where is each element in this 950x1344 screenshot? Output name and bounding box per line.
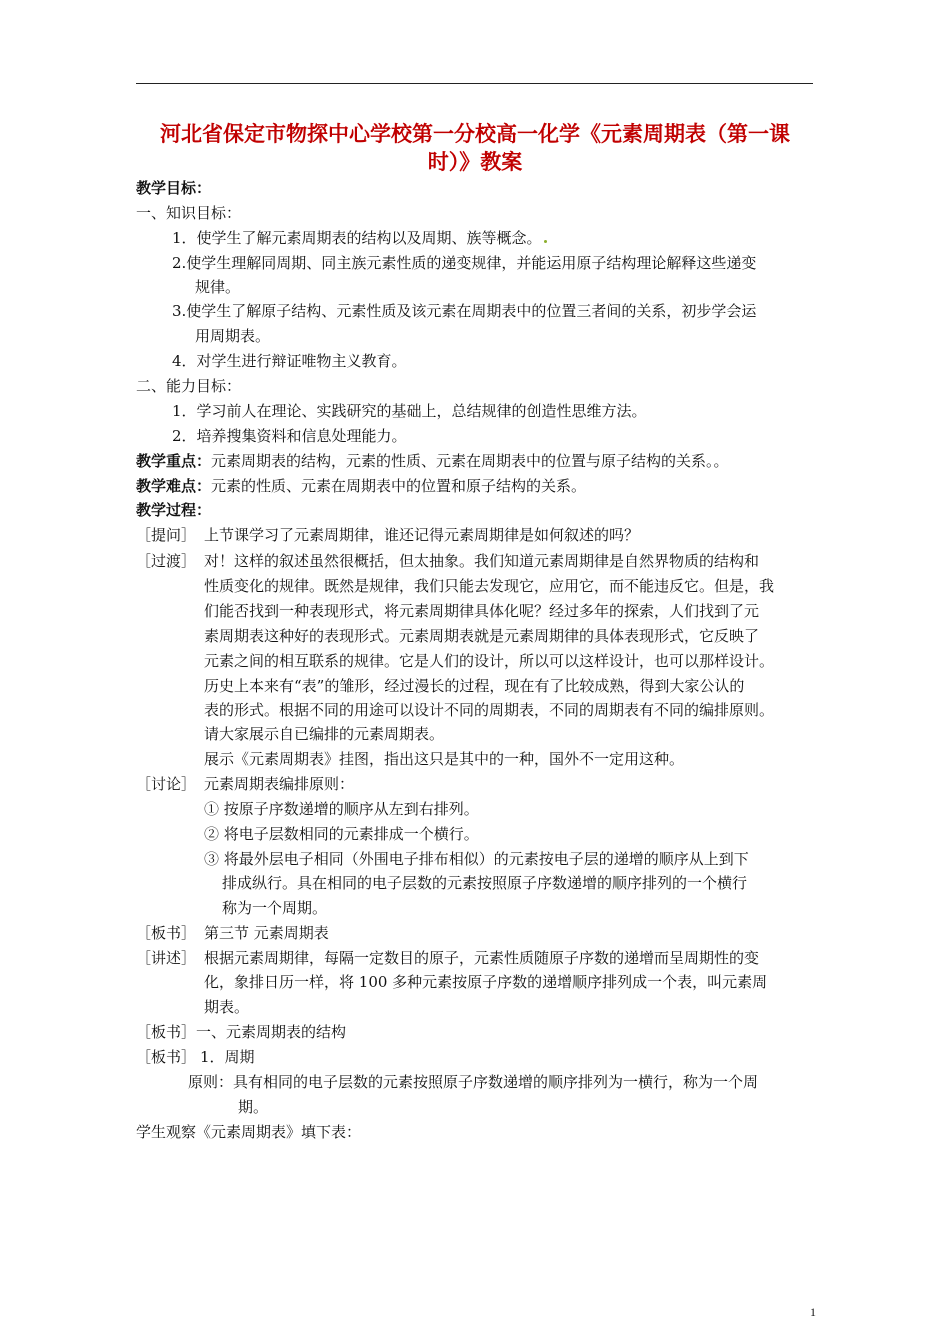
teaching-goals-heading: 教学目标： xyxy=(136,179,212,197)
board-text-3: 1．周期 xyxy=(200,1048,255,1066)
page-number: 1 xyxy=(810,1305,816,1319)
board-text-1: 第三节 元素周期表 xyxy=(204,924,329,942)
title-line-2: 时）》教案 xyxy=(427,150,523,174)
board-line-2: ［板书］一、元素周期表的结构 xyxy=(136,1023,347,1041)
knowledge-goal-3b: 用周期表。 xyxy=(195,327,271,345)
lecture-line-2: 化，象排日历一样，将 100 多种元素按原子序数的递增顺序排列成一个表，叫元素周 xyxy=(204,973,768,991)
transition-line-3: 们能否找到一种表现形式，将元素周期律具体化呢？经过多年的探索，人们找到了元 xyxy=(204,602,760,620)
knowledge-goal-2a: 2.使学生理解同周期、同主族元素性质的递变规律，并能运用原子结构理论解释这些递变 xyxy=(172,254,757,272)
discussion-item-2: ② 将电子层数相同的元素排成一个横行。 xyxy=(204,825,479,843)
principle-line-2: 期。 xyxy=(238,1098,269,1116)
lecture-line-3: 期表。 xyxy=(204,998,250,1016)
discussion-item-3b: 排成纵行。具在相同的电子层数的元素按照原子序数递增的顺序排列的一个横行 xyxy=(222,874,748,892)
lecture-line-1: 根据元素周期律，每隔一定数目的原子，元素性质随原子序数的递增而呈周期性的变 xyxy=(204,949,760,967)
transition-line-2: 性质变化的规律。既然是规律，我们只能去发现它，应用它，而不能违反它。但是，我 xyxy=(204,577,775,595)
knowledge-goal-2b: 规律。 xyxy=(195,278,241,296)
difficult-points xyxy=(136,476,586,496)
transition-tag: ［过渡］ xyxy=(136,552,197,570)
transition-line-7: 表的形式。根据不同的用途可以设计不同的周期表，不同的周期表有不同的编排原则。 xyxy=(204,701,775,719)
transition-line-1: 对！这样的叙述虽然很概括，但太抽象。我们知道元素周期律是自然界物质的结构和 xyxy=(204,552,760,570)
transition-line-4: 素周期表这种好的表现形式。元素周期表就是元素周期律的具体表现形式，它反映了 xyxy=(204,627,760,645)
title-line-1: 河北省保定市物探中心学校第一分校高一化学《元素周期表（第一课 xyxy=(160,122,790,146)
key-points xyxy=(136,451,729,471)
stray-dot xyxy=(544,240,547,243)
ability-goal-2: 2．培养搜集资料和信息处理能力。 xyxy=(172,427,407,445)
header-rule xyxy=(136,83,813,84)
discussion-item-3c: 称为一个周期。 xyxy=(222,899,328,917)
principle-line-1: 原则：具有相同的电子层数的元素按照原子序数递增的顺序排列为一横行，称为一个周 xyxy=(188,1073,759,1091)
transition-line-8: 请大家展示自已编排的元素周期表。 xyxy=(204,725,445,743)
transition-line-9: 展示《元素周期表》挂图，指出这只是其中的一种，国外不一定用这种。 xyxy=(204,750,685,768)
question-tag: ［提问］ xyxy=(136,526,197,544)
lecture-tag: ［讲述］ xyxy=(136,949,197,967)
process-heading: 教学过程： xyxy=(136,501,212,519)
difficult-points-label: 教学难点： xyxy=(136,477,212,495)
transition-line-5: 元素之间的相互联系的规律。它是人们的设计，所以可以这样设计，也可以那样设计。 xyxy=(204,652,775,670)
knowledge-goal-1: 1．使学生了解元素周期表的结构以及周期、族等概念。 xyxy=(172,228,547,248)
key-points-text: 元素周期表的结构，元素的性质、元素在周期表中的位置与原子结构的关系。。 xyxy=(211,452,729,470)
difficult-points-text: 元素的性质、元素在周期表中的位置和原子结构的关系。 xyxy=(211,477,587,495)
question-text: 上节课学习了元素周期律，谁还记得元素周期律是如何叙述的吗？ xyxy=(204,526,640,544)
ability-goal-1: 1．学习前人在理论、实践研究的基础上，总结规律的创造性思维方法。 xyxy=(172,402,647,420)
discussion-item-3a: ③ 将最外层电子相同（外围电子排布相似）的元素按电子层的递增的顺序从上到下 xyxy=(204,850,749,868)
knowledge-goals-heading: 一、知识目标： xyxy=(136,204,242,222)
board-tag-3: ［板书］ xyxy=(136,1048,197,1066)
board-tag-1: ［板书］ xyxy=(136,924,197,942)
ability-goals-heading: 二、能力目标： xyxy=(136,377,242,395)
document-title xyxy=(130,120,820,176)
observe-instruction: 学生观察《元素周期表》填下表： xyxy=(136,1123,362,1141)
knowledge-goal-3a: 3.使学生了解原子结构、元素性质及该元素在周期表中的位置三者间的关系，初步学会运 xyxy=(172,302,757,320)
transition-line-6: 历史上本来有“表”的雏形，经过漫长的过程，现在有了比较成熟，得到大家公认的 xyxy=(204,677,745,695)
discussion-text: 元素周期表编排原则： xyxy=(204,775,355,793)
knowledge-goal-4: 4．对学生进行辩证唯物主义教育。 xyxy=(172,352,407,370)
discussion-item-1: ① 按原子序数递增的顺序从左到右排列。 xyxy=(204,800,479,818)
key-points-label: 教学重点： xyxy=(136,452,212,470)
discussion-tag: ［讨论］ xyxy=(136,775,197,793)
